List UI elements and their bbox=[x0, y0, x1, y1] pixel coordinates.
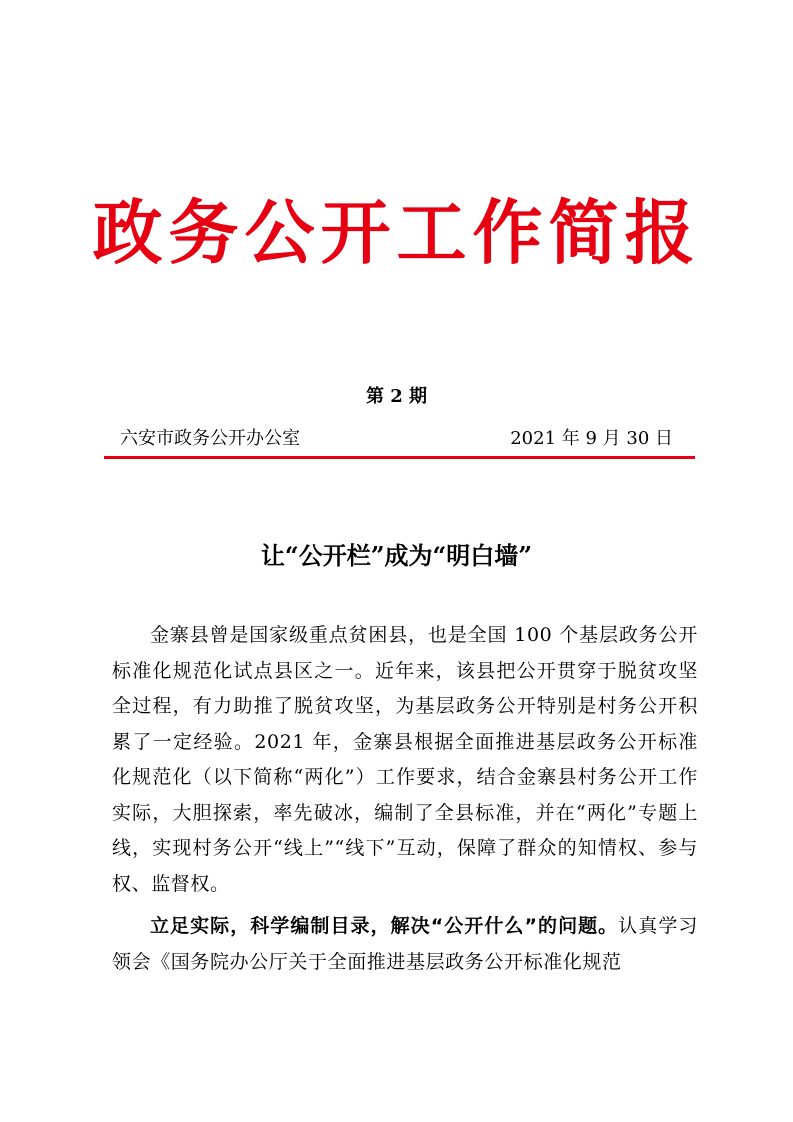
paragraph-1: 金寨县曾是国家级重点贫困县，也是全国 100 个基层政务公开标准化规范化试点县区之一。近年来，该县把公开贯穿于脱贫攻坚全过程，有力助推了脱贫攻坚，为基层政务公开特别是村务公开积累了一定经验。2021 年，金寨县根据全面推进基层政务公开标准化规范化（以下简称“两化”）工作要求，结合金寨县村务公开工作实际，大胆探索，率先破冰，编制了全县标准，并在“两化”专题上线，实现村务公开“线上”“线下”互动，保障了群众的知情权、参与权、监督权。 bbox=[112, 624, 698, 895]
article-title: 让“公开栏”成为“明白墙” bbox=[260, 541, 533, 570]
red-divider bbox=[104, 456, 695, 459]
issuer-name: 六安市政务公开办公室 bbox=[120, 428, 300, 449]
masthead-title: 政务公开工作简报 bbox=[92, 191, 701, 274]
paragraph-2 bbox=[112, 909, 698, 980]
paragraph-2-text: 认真学习领会《国务院办公厅关于全面推进基层政务公开标准化规范 bbox=[112, 915, 698, 973]
issuer-date-row bbox=[110, 424, 695, 450]
paragraph-2-lead: 立足实际，科学编制目录，解决“公开什么”的问题。 bbox=[150, 915, 619, 937]
article-body bbox=[112, 618, 698, 980]
issue-date: 2021 年 9 月 30 日 bbox=[510, 428, 673, 449]
issue-number: 第 2 期 bbox=[365, 386, 428, 407]
